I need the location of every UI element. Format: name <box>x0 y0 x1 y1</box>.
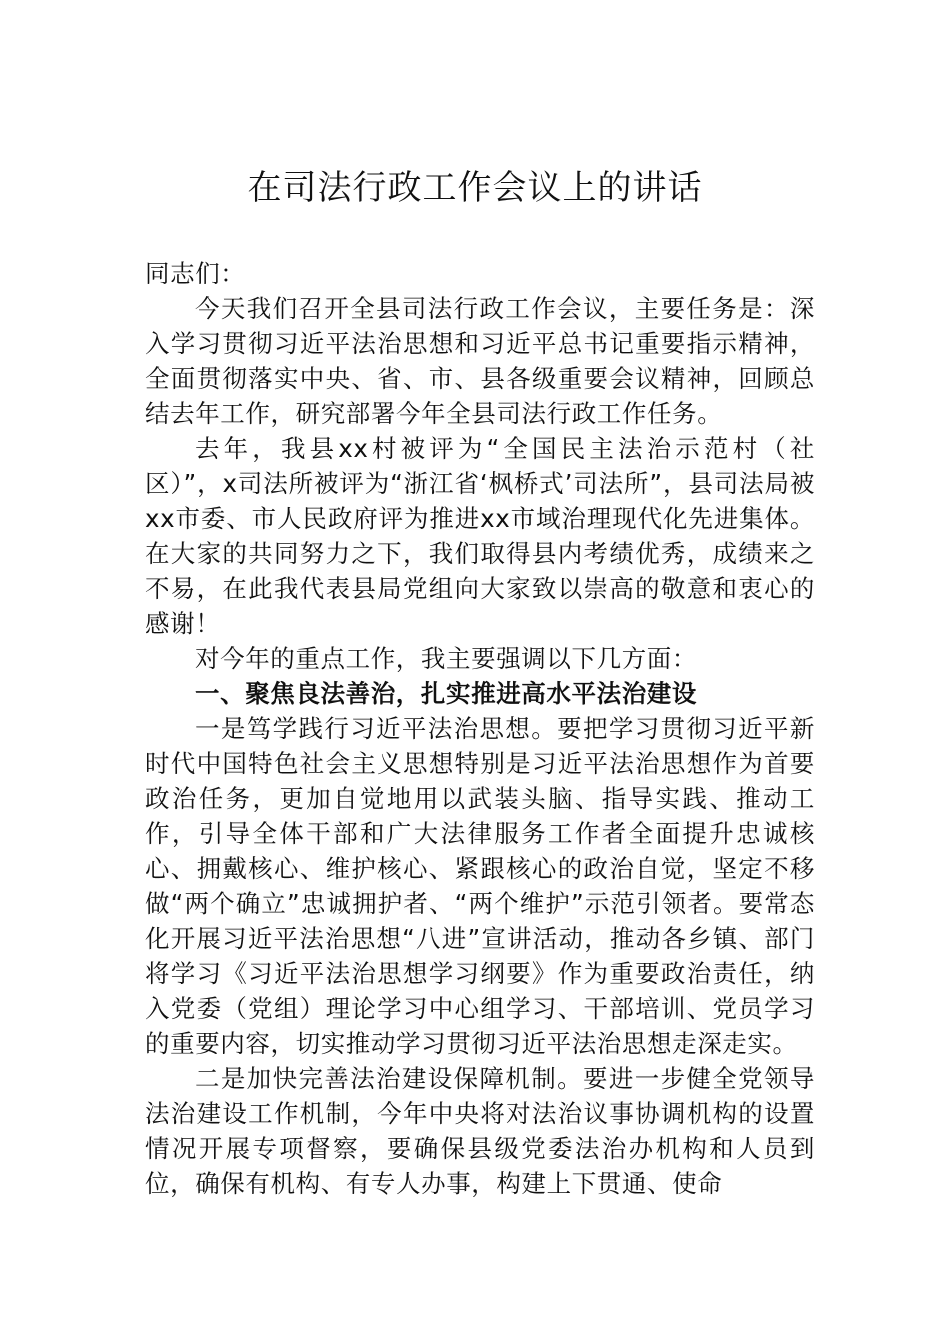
salutation: 同志们： <box>145 259 246 288</box>
section-heading: 一、聚焦良法善治，扎实推进高水平法治建设 <box>195 679 697 708</box>
paragraph-achievements: 去年，我县xx村被评为“全国民主法治示范村（社区）”，x司法所被评为“浙江省‘枫桥式’司法所”，县司法局被xx市委、市人民政府评为推进xx市域治理现代化先进集体。在大家的共同努力之下，我们取得县内考绩优秀，成绩来之不易，在此我代表县局党组向大家致以崇高的敬意和衷心的感谢！ <box>145 434 815 638</box>
paragraph-point-two: 二是加快完善法治建设保障机制。要进一步健全党领导法治建设工作机制，今年中央将对法治议事协调机构的设置情况开展专项督察，要确保县级党委法治办机构和人员到位，确保有机构、有专人办事，构建上下贯通、使命 <box>145 1064 815 1198</box>
paragraph-priorities: 对今年的重点工作，我主要强调以下几方面： <box>195 644 697 673</box>
document-body <box>145 256 815 1201</box>
document-title: 在司法行政工作会议上的讲话 <box>247 168 703 208</box>
paragraph-point-one: 一是笃学践行习近平法治思想。要把学习贯彻习近平新时代中国特色社会主义思想特别是习近平法治思想作为首要政治任务，更加自觉地用以武装头脑、指导实践、推动工作，引导全体干部和广大法律服务工作者全面提升忠诚核心、拥戴核心、维护核心、紧跟核心的政治自觉，坚定不移做“两个确立”忠诚拥护者、“两个维护”示范引领者。要常态化开展习近平法治思想“八进”宣讲活动，推动各乡镇、部门将学习《习近平法治思想学习纲要》作为重要政治责任，纳入党委（党组）理论学习中心组学习、干部培训、党员学习的重要内容，切实推动学习贯彻习近平法治思想走深走实。 <box>145 714 815 1058</box>
paragraph-intro: 今天我们召开全县司法行政工作会议，主要任务是：深入学习贯彻习近平法治思想和习近平总书记重要指示精神，全面贯彻落实中央、省、市、县各级重要会议精神，回顾总结去年工作，研究部署今年全县司法行政工作任务。 <box>145 294 815 428</box>
